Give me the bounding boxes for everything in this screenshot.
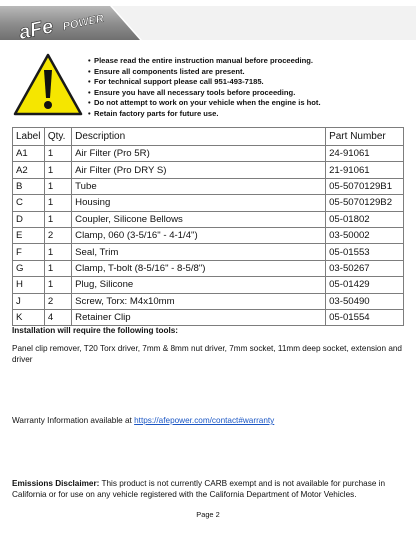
table-row: F 1 Seal, Trim 05-01553 <box>13 244 404 260</box>
warning-triangle-icon <box>12 52 84 118</box>
installation-tools-text: Panel clip remover, T20 Torx driver, 7mm & 8mm nut driver, 7mm socket, 11mm deep socket, extension and driver <box>12 344 402 364</box>
afe-power-logo <box>8 2 128 42</box>
header-part-number: Part Number <box>326 128 404 146</box>
parts-table-header <box>13 128 404 146</box>
warning-item: • Retain factory parts for future use. <box>88 108 219 118</box>
warning-list <box>88 56 408 120</box>
header-qty: Qty. <box>44 128 71 146</box>
warning-item: • Ensure you have all necessary tools before proceeding. <box>88 87 296 97</box>
emissions-disclaimer <box>12 478 404 500</box>
table-row: D 1 Coupler, Silicone Bellows 05-01802 <box>13 211 404 227</box>
warranty-info <box>12 416 274 425</box>
table-row: K 4 Retainer Clip 05-01554 <box>13 309 404 325</box>
table-row: G 1 Clamp, T-bolt (8-5/16" - 8-5/8") 03-50267 <box>13 260 404 276</box>
warning-item: • Do not attempt to work on your vehicle when the engine is hot. <box>88 98 321 108</box>
table-row: H 1 Plug, Silicone 05-01429 <box>13 277 404 293</box>
svg-text:aFe: aFe <box>17 15 56 42</box>
warning-item: • Ensure all components listed are present. <box>88 66 245 76</box>
warning-item: • For technical support please call 951-493-7185. <box>88 77 264 87</box>
header-description: Description <box>72 128 326 146</box>
page-number: Page 2 <box>196 510 220 519</box>
emissions-label: Emissions Disclaimer: <box>12 479 100 488</box>
table-row: A2 1 Air Filter (Pro DRY S) 21-91061 <box>13 162 404 178</box>
parts-table <box>12 127 404 326</box>
warning-item: • Please read the entire instruction manual before proceeding. <box>88 56 314 65</box>
table-row: A1 1 Air Filter (Pro 5R) 24-91061 <box>13 146 404 162</box>
table-row: C 1 Housing 05-5070129B2 <box>13 195 404 211</box>
svg-text:POWER: POWER <box>61 12 105 34</box>
installation-heading: Installation will require the following tools: <box>12 326 179 335</box>
table-row: B 1 Tube 05-5070129B1 <box>13 178 404 194</box>
warranty-link[interactable]: https://afepower.com/contact#warranty <box>134 416 275 425</box>
table-row: J 2 Screw, Torx: M4x10mm 03-50490 <box>13 293 404 309</box>
header-label: Label <box>13 128 45 146</box>
warranty-text: Warranty Information available at <box>12 416 135 425</box>
table-row: E 2 Clamp, 060 (3-5/16" - 4-1/4") 03-50002 <box>13 227 404 243</box>
emissions-text: This product is not currently CARB exempt and is not available for purchase in California or for use on any vehicle registered with the California Department of Motor Vehicles. <box>12 479 386 499</box>
